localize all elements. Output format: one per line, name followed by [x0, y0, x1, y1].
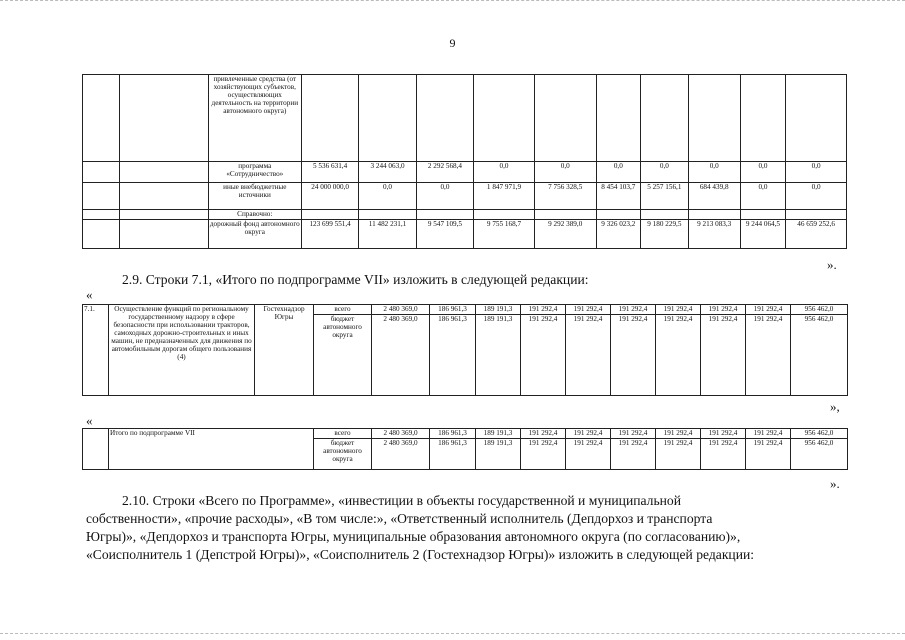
value-cell	[688, 75, 740, 162]
paragraph-2-10-line1: 2.10. Строки «Всего по Программе», «инвестиции в объекты государственной и муниципальной	[122, 493, 681, 508]
value-cell: 186 961,3	[430, 305, 476, 315]
value-cell: 46 659 252,6	[786, 220, 847, 249]
empty-cell	[119, 183, 208, 210]
empty-cell	[83, 75, 120, 162]
value-cell	[359, 210, 416, 220]
value-cell: 956 462,0	[791, 429, 848, 439]
value-cell: 2 480 369,0	[372, 305, 430, 315]
value-cell: 9 326 023,2	[596, 220, 640, 249]
empty-cell	[83, 220, 120, 249]
value-cell: 189 191,3	[476, 305, 521, 315]
value-cell: 0,0	[359, 183, 416, 210]
value-cell	[688, 210, 740, 220]
paragraph-2-10-line2: собственности», «прочие расходы», «В том числе:», «Ответственный исполнитель (Депдорхоз и транспорта	[86, 511, 713, 526]
value-cell: 191 292,4	[611, 439, 656, 470]
value-cell	[596, 75, 640, 162]
value-cell: 186 961,3	[430, 429, 476, 439]
closing-quote-3: ».	[830, 476, 840, 491]
empty-cell	[119, 75, 208, 162]
value-cell: 191 292,4	[656, 305, 701, 315]
value-cell: 0,0	[416, 183, 473, 210]
value-cell: 0,0	[596, 162, 640, 183]
paragraph-2-10-line3: Югры)», «Депдорхоз и транспорта Югры, муниципальные образования автономного округа (по согласованию)»,	[86, 529, 741, 544]
empty-cell	[83, 183, 120, 210]
value-cell: 0,0	[688, 162, 740, 183]
value-cell: 189 191,3	[476, 429, 521, 439]
value-cell: 0,0	[474, 162, 535, 183]
value-cell: 7 756 328,5	[534, 183, 596, 210]
page-number: 9	[449, 36, 456, 50]
value-cell: 2 292 568,4	[416, 162, 473, 183]
value-cell: 191 292,4	[521, 429, 566, 439]
value-cell	[740, 75, 786, 162]
value-cell	[786, 210, 847, 220]
source-cell: бюджет автономного округа	[314, 315, 372, 396]
open-quote-1: «	[86, 287, 93, 302]
value-cell: 24 000 000,0	[301, 183, 358, 210]
value-cell: 8 454 103,7	[596, 183, 640, 210]
value-cell: 191 292,4	[611, 305, 656, 315]
empty-cell	[119, 220, 208, 249]
table-row	[83, 220, 847, 249]
table-row	[83, 183, 847, 210]
value-cell: 191 292,4	[521, 315, 566, 396]
value-cell: 0,0	[786, 162, 847, 183]
empty-cell	[119, 162, 208, 183]
value-cell: 11 482 231,1	[359, 220, 416, 249]
empty-cell	[119, 210, 208, 220]
value-cell	[301, 75, 358, 162]
total-name: Итого по подпрограмме VII	[109, 429, 314, 470]
value-cell: 956 462,0	[791, 315, 848, 396]
source-label: привлеченные средства (от хозяйствующих субъектов, осуществляющих деятельность на территории автономного округа)	[208, 75, 301, 162]
executor: Гостехнадзор Югры	[255, 305, 314, 396]
paragraph-2-10-line4: «Соисполнитель 1 (Депстрой Югры)», «Соисполнитель 2 (Гостехнадзор Югры)» изложить в следующей редакции:	[86, 547, 755, 562]
value-cell: 191 292,4	[566, 305, 611, 315]
value-cell	[740, 210, 786, 220]
value-cell: 0,0	[740, 162, 786, 183]
value-cell: 0,0	[641, 162, 689, 183]
value-cell: 186 961,3	[430, 439, 476, 470]
table-row	[83, 429, 848, 439]
value-cell	[534, 75, 596, 162]
table-row	[83, 305, 848, 315]
page-top-edge	[0, 0, 905, 2]
value-cell: 0,0	[786, 183, 847, 210]
row-number: 7.1.	[83, 305, 109, 396]
value-cell: 9 547 109,5	[416, 220, 473, 249]
value-cell: 1 847 971,9	[474, 183, 535, 210]
value-cell	[474, 75, 535, 162]
source-label: иные внебюджетные источники	[208, 183, 301, 210]
value-cell	[474, 210, 535, 220]
value-cell: 189 191,3	[476, 439, 521, 470]
value-cell: 123 699 551,4	[301, 220, 358, 249]
value-cell: 956 462,0	[791, 305, 848, 315]
value-cell: 684 439,8	[688, 183, 740, 210]
empty-cell	[83, 210, 120, 220]
table-row	[83, 75, 847, 162]
value-cell	[301, 210, 358, 220]
table-row	[83, 210, 847, 220]
source-cell: всего	[314, 429, 372, 439]
value-cell: 191 292,4	[746, 315, 791, 396]
value-cell: 0,0	[740, 183, 786, 210]
closing-quote-2: »,	[830, 399, 840, 414]
value-cell: 191 292,4	[566, 315, 611, 396]
closing-quote-1: ».	[827, 257, 837, 272]
value-cell: 956 462,0	[791, 439, 848, 470]
activity-name: Осуществление функций по региональному государственному надзору в сфере безопасности при использовании тракторов, самоходных дорожно-строительных и иных машин, не предназначенных для движения по автомобильным дорогам общего пользования (4)	[109, 305, 255, 396]
value-cell: 191 292,4	[701, 429, 746, 439]
value-cell: 9 213 083,3	[688, 220, 740, 249]
source-cell: всего	[314, 305, 372, 315]
source-label: программа «Сотрудничество»	[208, 162, 301, 183]
value-cell	[786, 75, 847, 162]
value-cell: 191 292,4	[746, 305, 791, 315]
paragraph-2-9: 2.9. Строки 7.1, «Итого по подпрограмме VII» изложить в следующей редакции:	[122, 272, 589, 287]
value-cell: 191 292,4	[656, 429, 701, 439]
value-cell: 191 292,4	[521, 305, 566, 315]
value-cell: 2 480 369,0	[372, 439, 430, 470]
value-cell: 191 292,4	[611, 429, 656, 439]
value-cell: 191 292,4	[611, 315, 656, 396]
value-cell	[641, 210, 689, 220]
value-cell	[359, 75, 416, 162]
value-cell: 189 191,3	[476, 315, 521, 396]
value-cell: 191 292,4	[656, 315, 701, 396]
value-cell: 191 292,4	[656, 439, 701, 470]
value-cell	[416, 75, 473, 162]
value-cell: 191 292,4	[701, 315, 746, 396]
value-cell: 186 961,3	[430, 315, 476, 396]
value-cell: 0,0	[534, 162, 596, 183]
open-quote-2: «	[86, 413, 93, 428]
value-cell: 191 292,4	[566, 429, 611, 439]
value-cell	[641, 75, 689, 162]
value-cell: 191 292,4	[746, 429, 791, 439]
value-cell: 9 244 064,5	[740, 220, 786, 249]
value-cell: 9 180 229,5	[641, 220, 689, 249]
table-funding-sources	[82, 74, 847, 249]
table-row	[83, 162, 847, 183]
source-label: дорожный фонд автономного округа	[208, 220, 301, 249]
value-cell: 2 480 369,0	[372, 315, 430, 396]
source-cell: бюджет автономного округа	[314, 439, 372, 470]
value-cell: 2 480 369,0	[372, 429, 430, 439]
value-cell: 5 536 631,4	[301, 162, 358, 183]
value-cell: 9 755 168,7	[474, 220, 535, 249]
value-cell: 9 292 389,0	[534, 220, 596, 249]
value-cell: 191 292,4	[701, 305, 746, 315]
empty-cell	[83, 429, 109, 470]
value-cell: 5 257 156,1	[641, 183, 689, 210]
value-cell: 3 244 063,0	[359, 162, 416, 183]
value-cell: 191 292,4	[521, 439, 566, 470]
table-row-7-1	[82, 304, 848, 396]
value-cell: 191 292,4	[566, 439, 611, 470]
value-cell: 191 292,4	[701, 439, 746, 470]
source-label: Справочно:	[208, 210, 301, 220]
empty-cell	[83, 162, 120, 183]
value-cell: 191 292,4	[746, 439, 791, 470]
value-cell	[416, 210, 473, 220]
page-bottom-edge	[0, 633, 905, 635]
table-subprogram-total	[82, 428, 848, 470]
value-cell	[534, 210, 596, 220]
value-cell	[596, 210, 640, 220]
